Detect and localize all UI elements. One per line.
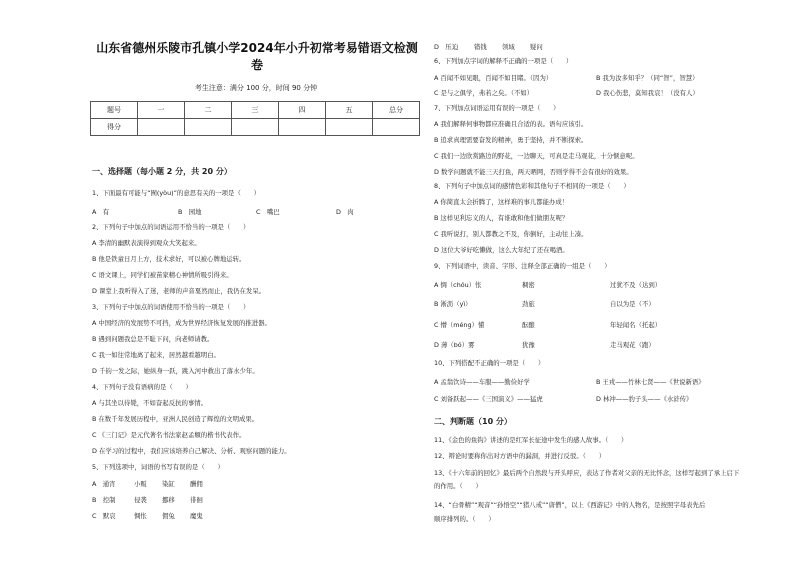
- question-9-b-2: 劲旅: [522, 300, 535, 308]
- score-table: [90, 101, 420, 136]
- question-4: 4、下列句子没有语病的是（ ）: [92, 383, 192, 391]
- question-8-option-d[interactable]: D 这位大爷好吃懒做，这么大年纪了还在喝酒。: [434, 246, 569, 254]
- question-2-option-b[interactable]: B 他是铁童日月上方，技术求好，可以被心牌地运转。: [92, 255, 246, 263]
- exam-title: [92, 40, 422, 74]
- question-8: 8、下列句子中加点词的感情色彩和其他句子不相同的一项是（ ）: [434, 182, 630, 190]
- question-13-line-2: 的作用。（ ）: [434, 482, 482, 490]
- score-header-cell: 二: [185, 102, 232, 119]
- question-5-c-word-3: 佣兔: [162, 512, 175, 520]
- question-11: 11、《金色的鱼钩》讲述的是红军长征途中发生的感人故事。（ ）: [434, 436, 628, 444]
- question-7-option-a[interactable]: A 我们解释何事物都应准确且合适的表。语句应该引。: [434, 120, 588, 128]
- title-line-1: 山东省德州乐陵市孔镇小学2024年小升初常考易错语文检测: [96, 41, 418, 55]
- question-1-option-b[interactable]: B 园地: [178, 208, 202, 216]
- question-5-d-word-4: 疑问: [530, 43, 543, 51]
- question-4-option-b[interactable]: B 在数千年发展历程中，亚洲人民创造了辉煌的文明成果。: [92, 415, 259, 423]
- score-header-cell: 一: [138, 102, 185, 119]
- question-6-option-d[interactable]: D 我心伤悲，莫知我哀！（没有人）: [596, 89, 699, 97]
- score-table-header-row: [91, 102, 420, 119]
- question-10: 10、下列搭配不正确的一项是（ ）: [434, 359, 545, 367]
- question-5-b-word-1[interactable]: B 控制: [92, 496, 116, 504]
- question-9-c-3: 年轻闻名（托起）: [610, 321, 662, 329]
- question-5-a-word-1[interactable]: A 通宵: [92, 480, 116, 488]
- question-2-option-a[interactable]: A 李清的幽默表演得到观众大笑起来。: [92, 239, 201, 247]
- title-line-2: 卷: [250, 58, 263, 72]
- question-6-option-c[interactable]: C 是与之俱学，弗若之矣。（不如）: [434, 89, 534, 97]
- question-5-b-word-4: 徘徊: [190, 496, 203, 504]
- question-5-d-word-3: 领域: [502, 43, 515, 51]
- question-8-option-b[interactable]: B 这样见利忘义的人，有谁敢和他们做朋友呢？: [434, 214, 569, 222]
- question-10-option-b[interactable]: B 王戎——竹林七贤——《世说新语》: [596, 378, 705, 386]
- score-header-cell: 三: [232, 102, 279, 119]
- question-1-option-c[interactable]: C 嘴巴: [256, 208, 280, 216]
- question-5: 5、下列选项中，词语的书写有误的是（ ）: [92, 463, 224, 471]
- question-9-a-1[interactable]: A 惆（chóu）怅: [434, 281, 482, 289]
- question-2-option-c[interactable]: C 语文课上，同学们被苗家精心神情所吸引得来。: [92, 271, 233, 279]
- question-8-option-a[interactable]: A 你简直太会折腾了，这样难的事儿都能办成！: [434, 198, 569, 206]
- score-cell[interactable]: [185, 119, 232, 136]
- question-9-b-1[interactable]: B 淅沥（yì）: [434, 300, 472, 308]
- section-judgement-heading: 二、判断题（10 分）: [434, 417, 512, 426]
- score-row-label: 得分: [91, 119, 138, 136]
- score-cell[interactable]: [138, 119, 185, 136]
- question-10-option-a[interactable]: A 孟翁饮诗——车服——勤俭好学: [434, 378, 530, 386]
- question-5-c-word-1[interactable]: C 默哀: [92, 512, 116, 520]
- question-5-b-word-2: 侵袭: [134, 496, 147, 504]
- question-9-a-3: 过犹不及（达到）: [610, 281, 662, 289]
- question-7-option-d[interactable]: D 数学问题就不能三天打鱼，两天晒网，否则学得不会有很好的效果。: [434, 168, 633, 176]
- question-9-d-3: 走马观花（跑）: [610, 341, 655, 349]
- question-14-line-2: 顺序排列的。（ ）: [434, 515, 495, 523]
- question-5-d-word-2: 错钱: [474, 43, 487, 51]
- score-header-cell: 总分: [373, 102, 420, 119]
- score-header-cell: 五: [326, 102, 373, 119]
- question-6: 6、下列加点字词的解释不正确的一项是（ ）: [434, 57, 573, 65]
- question-2-option-d[interactable]: D 课堂上我听得入了迷，老师的声音戛然而止，我仍在发呆。: [92, 287, 266, 295]
- question-5-d-word-1[interactable]: D 压迫: [434, 43, 459, 51]
- score-cell[interactable]: [326, 119, 373, 136]
- exam-notice: 考生注意：满分 100 分，时间 90 分钟: [194, 84, 318, 92]
- question-6-option-b[interactable]: B 我为汝多知乎？（同“智”，智慧）: [596, 74, 699, 82]
- question-9-d-2: 犹豫: [522, 341, 535, 349]
- question-10-option-c[interactable]: C 刘备跃起——《三国演义》——猛虎: [434, 395, 543, 403]
- score-table-score-row: [91, 119, 420, 136]
- question-1-option-d[interactable]: D 肉: [336, 208, 354, 216]
- question-9: 9、下列词语中，读音、字形、注释全部正确的一组是（ ）: [434, 262, 611, 270]
- question-7: 7、下列加点词语运用有误的一项是（ ）: [434, 104, 560, 112]
- question-9-a-2: 稠密: [522, 281, 535, 289]
- question-3: 3、下列句子中加点的词语使用不恰当的一项是（ ）: [92, 303, 250, 311]
- question-3-option-d[interactable]: D 千钧一发之际，她纵身一跃，跳入河中救出了落水少年。: [92, 367, 259, 375]
- question-7-option-b[interactable]: B 追求真理需要奋发的精神，勇于坚持，并不断探索。: [434, 136, 588, 144]
- question-9-c-1[interactable]: C 懵（méng）懂: [434, 321, 485, 329]
- question-3-option-b[interactable]: B 遇到问题我总是不耻下问，向老师请教。: [92, 335, 214, 343]
- question-7-option-c[interactable]: C 我们一边欣赏路边的野花，一边聊天，可真是走马观花，十分惬意呢。: [434, 152, 639, 160]
- question-2: 2、下列句子中加点的词语运用不恰当的一项是（ ）: [92, 223, 250, 231]
- question-5-b-word-3: 挪移: [162, 496, 175, 504]
- question-9-c-2: 酝酿: [522, 321, 535, 329]
- question-3-option-c[interactable]: C 我一如往常地离了起来，居然越看越明白。: [92, 351, 220, 359]
- question-5-a-word-2: 小贩: [134, 480, 147, 488]
- question-5-a-word-3: 染缸: [162, 480, 175, 488]
- question-12: 12、辩论时要称你出对方语中的漏洞，并进行反驳。（ ）: [434, 452, 606, 460]
- question-5-a-word-4: 酬佣: [190, 480, 203, 488]
- score-header-cell: 四: [279, 102, 326, 119]
- question-3-option-a[interactable]: A 中国经济的发展势不可挡，成为世界经济恢复发展的推进器。: [92, 319, 271, 327]
- question-14-line-1: 14、“白骨精”“观音”“孙悟空”“猪八戒”“唐僧”，以上《西游记》中的人物名，是按照字母表先后: [434, 501, 706, 509]
- question-8-option-c[interactable]: C 我听说打，别人都教之不及，你倒好，主动往上凑。: [434, 230, 588, 238]
- question-5-c-word-4: 魔鬼: [190, 512, 203, 520]
- question-4-option-c[interactable]: C 《三门记》是元代著名书法家赵孟頫的楷书代表作。: [92, 431, 246, 439]
- section-choice-heading: 一、选择题（每小题 2 分，共 20 分）: [92, 167, 232, 176]
- score-header-cell: 题号: [91, 102, 138, 119]
- score-cell[interactable]: [232, 119, 279, 136]
- question-5-c-word-2: 惆怅: [134, 512, 147, 520]
- score-cell[interactable]: [373, 119, 420, 136]
- question-1: 1、下面最有可能与“囿(yòu)”的意思有关的一项是（ ）: [92, 189, 261, 197]
- question-4-option-d[interactable]: D 在学习的过程中，我们应该培养自己解决、分析、观察问题的能力。: [92, 447, 291, 455]
- question-10-option-d[interactable]: D 林冲——豹子头——《水浒传》: [596, 395, 693, 403]
- question-9-d-1[interactable]: D 薄（bó）雾: [434, 341, 475, 349]
- question-13-line-1: 13、《十六年前的回忆》最后两个自然段与开头呼应，表达了作者对父亲的无比怀念，这样写起到了承上启下: [434, 469, 740, 477]
- question-6-option-a[interactable]: A 百闻不如见眼，百闻不如目睹。（因为）: [434, 74, 553, 82]
- question-1-option-a[interactable]: A 有: [92, 208, 110, 216]
- question-9-b-3: 自以为是（不）: [610, 300, 655, 308]
- score-cell[interactable]: [279, 119, 326, 136]
- question-4-option-a[interactable]: A 与其坐以待毙，不如奋起反抗的事情。: [92, 399, 208, 407]
